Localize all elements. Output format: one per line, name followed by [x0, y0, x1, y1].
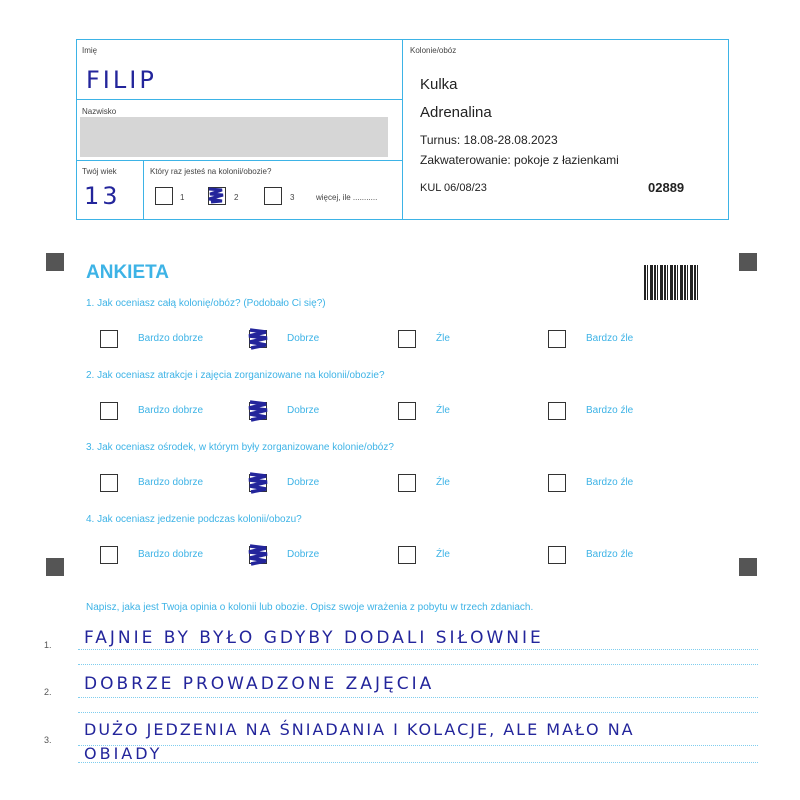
question-2-option-1: Bardzo dobrze [138, 405, 204, 416]
question-4-option-1: Bardzo dobrze [138, 549, 204, 560]
opinion-line-1[interactable]: FAJNIE BY BYŁO GDYBY DODALI SIŁOWNIE [84, 628, 544, 648]
dotted-line [78, 697, 758, 698]
question-4-checkbox-2[interactable] [249, 546, 267, 564]
times-option-2: 2 [234, 193, 239, 202]
question-2-option-3: Źle [436, 405, 450, 416]
question-2-option-4: Bardzo źle [586, 405, 634, 416]
dotted-line [78, 649, 758, 650]
question-1-text: 1. Jak oceniasz całą kolonię/obóz? (Podobało Ci się?) [86, 298, 326, 309]
registration-mark [739, 253, 757, 271]
turnus: Turnus: 18.08-28.08.2023 [420, 133, 558, 147]
question-1-checkbox-3[interactable] [398, 330, 416, 348]
question-3-checkbox-4[interactable] [548, 474, 566, 492]
question-3-option-3: Źle [436, 477, 450, 488]
checked-scribble [247, 328, 269, 350]
camp-name: Kulka [420, 76, 458, 93]
times-option-3: 3 [290, 193, 295, 202]
question-4-checkbox-4[interactable] [548, 546, 566, 564]
form-number: 02889 [648, 180, 685, 195]
line-number: 3. [44, 735, 52, 745]
question-3-checkbox-3[interactable] [398, 474, 416, 492]
opinion-line-3-continued[interactable]: OBIADY [84, 744, 163, 763]
dotted-line [78, 712, 758, 713]
question-1-option-3: Źle [436, 333, 450, 344]
question-3-checkbox-1[interactable] [100, 474, 118, 492]
question-4-text: 4. Jak oceniasz jedzenie podczas kolonii/obozu? [86, 514, 302, 525]
question-4-option-3: Źle [436, 549, 450, 560]
question-1-option-1: Bardzo dobrze [138, 333, 204, 344]
question-2-checkbox-2[interactable] [249, 402, 267, 420]
camp-program: Adrenalina [420, 104, 492, 121]
times-checkbox-2[interactable] [208, 187, 226, 205]
question-4-checkbox-1[interactable] [100, 546, 118, 564]
question-2-checkbox-4[interactable] [548, 402, 566, 420]
question-4-checkbox-3[interactable] [398, 546, 416, 564]
question-3-checkbox-2[interactable] [249, 474, 267, 492]
checked-scribble [247, 400, 269, 422]
question-2-option-2: Dobrze [287, 405, 320, 416]
question-4-option-4: Bardzo źle [586, 549, 634, 560]
question-3-text: 3. Jak oceniasz ośrodek, w którym były zorganizowane kolonie/obóz? [86, 442, 394, 453]
times-label: Który raz jesteś na kolonii/obozie? [150, 167, 272, 176]
header-divider [402, 39, 403, 219]
question-1-checkbox-1[interactable] [100, 330, 118, 348]
surname-redaction [80, 117, 388, 157]
question-1-checkbox-2[interactable] [249, 330, 267, 348]
question-3-option-2: Dobrze [287, 477, 320, 488]
line-number: 1. [44, 640, 52, 650]
opinion-line-3[interactable]: DUŻO JEDZENIA NA ŚNIADANIA I KOLACJE, ALE MAŁO NA [84, 720, 635, 739]
times-checkbox-3[interactable] [264, 187, 282, 205]
question-3-option-1: Bardzo dobrze [138, 477, 204, 488]
question-3-option-4: Bardzo źle [586, 477, 634, 488]
age-value[interactable]: 13 [84, 182, 121, 210]
registration-mark [46, 558, 64, 576]
checked-scribble [247, 472, 269, 494]
checked-scribble [247, 544, 269, 566]
surname-row-divider [76, 160, 402, 161]
checked-scribble [207, 186, 225, 204]
registration-mark [739, 558, 757, 576]
opinion-line-2[interactable]: DOBRZE PROWADZONE ZAJĘCIA [84, 674, 435, 694]
question-2-text: 2. Jak oceniasz atrakcje i zajęcia zorganizowane na kolonii/obozie? [86, 370, 385, 381]
name-row-divider [76, 99, 402, 100]
question-1-checkbox-4[interactable] [548, 330, 566, 348]
times-option-1: 1 [180, 193, 185, 202]
age-divider [143, 160, 144, 219]
dotted-line [78, 664, 758, 665]
opinion-prompt: Napisz, jaka jest Twoja opinia o kolonii lub obozie. Opisz swoje wrażenia z pobytu w trzech zdaniach. [86, 602, 534, 613]
question-1-option-4: Bardzo źle [586, 333, 634, 344]
question-2-checkbox-3[interactable] [398, 402, 416, 420]
question-2-checkbox-1[interactable] [100, 402, 118, 420]
question-1-option-2: Dobrze [287, 333, 320, 344]
surname-label: Nazwisko [82, 107, 117, 116]
dotted-line [78, 762, 758, 763]
registration-mark [46, 253, 64, 271]
accommodation: Zakwaterowanie: pokoje z łazienkami [420, 153, 619, 167]
name-label: Imię [82, 46, 98, 55]
camp-label: Kolonie/obóz [410, 46, 457, 55]
dotted-line [78, 745, 758, 746]
camp-code: KUL 06/08/23 [420, 182, 487, 194]
survey-title: ANKIETA [86, 262, 170, 283]
times-checkbox-1[interactable] [155, 187, 173, 205]
line-number: 2. [44, 687, 52, 697]
barcode [644, 265, 700, 300]
question-4-option-2: Dobrze [287, 549, 320, 560]
name-value[interactable]: FILIP [86, 66, 157, 94]
times-more: więcej, ile ........... [316, 193, 378, 202]
age-label: Twój wiek [82, 167, 117, 176]
